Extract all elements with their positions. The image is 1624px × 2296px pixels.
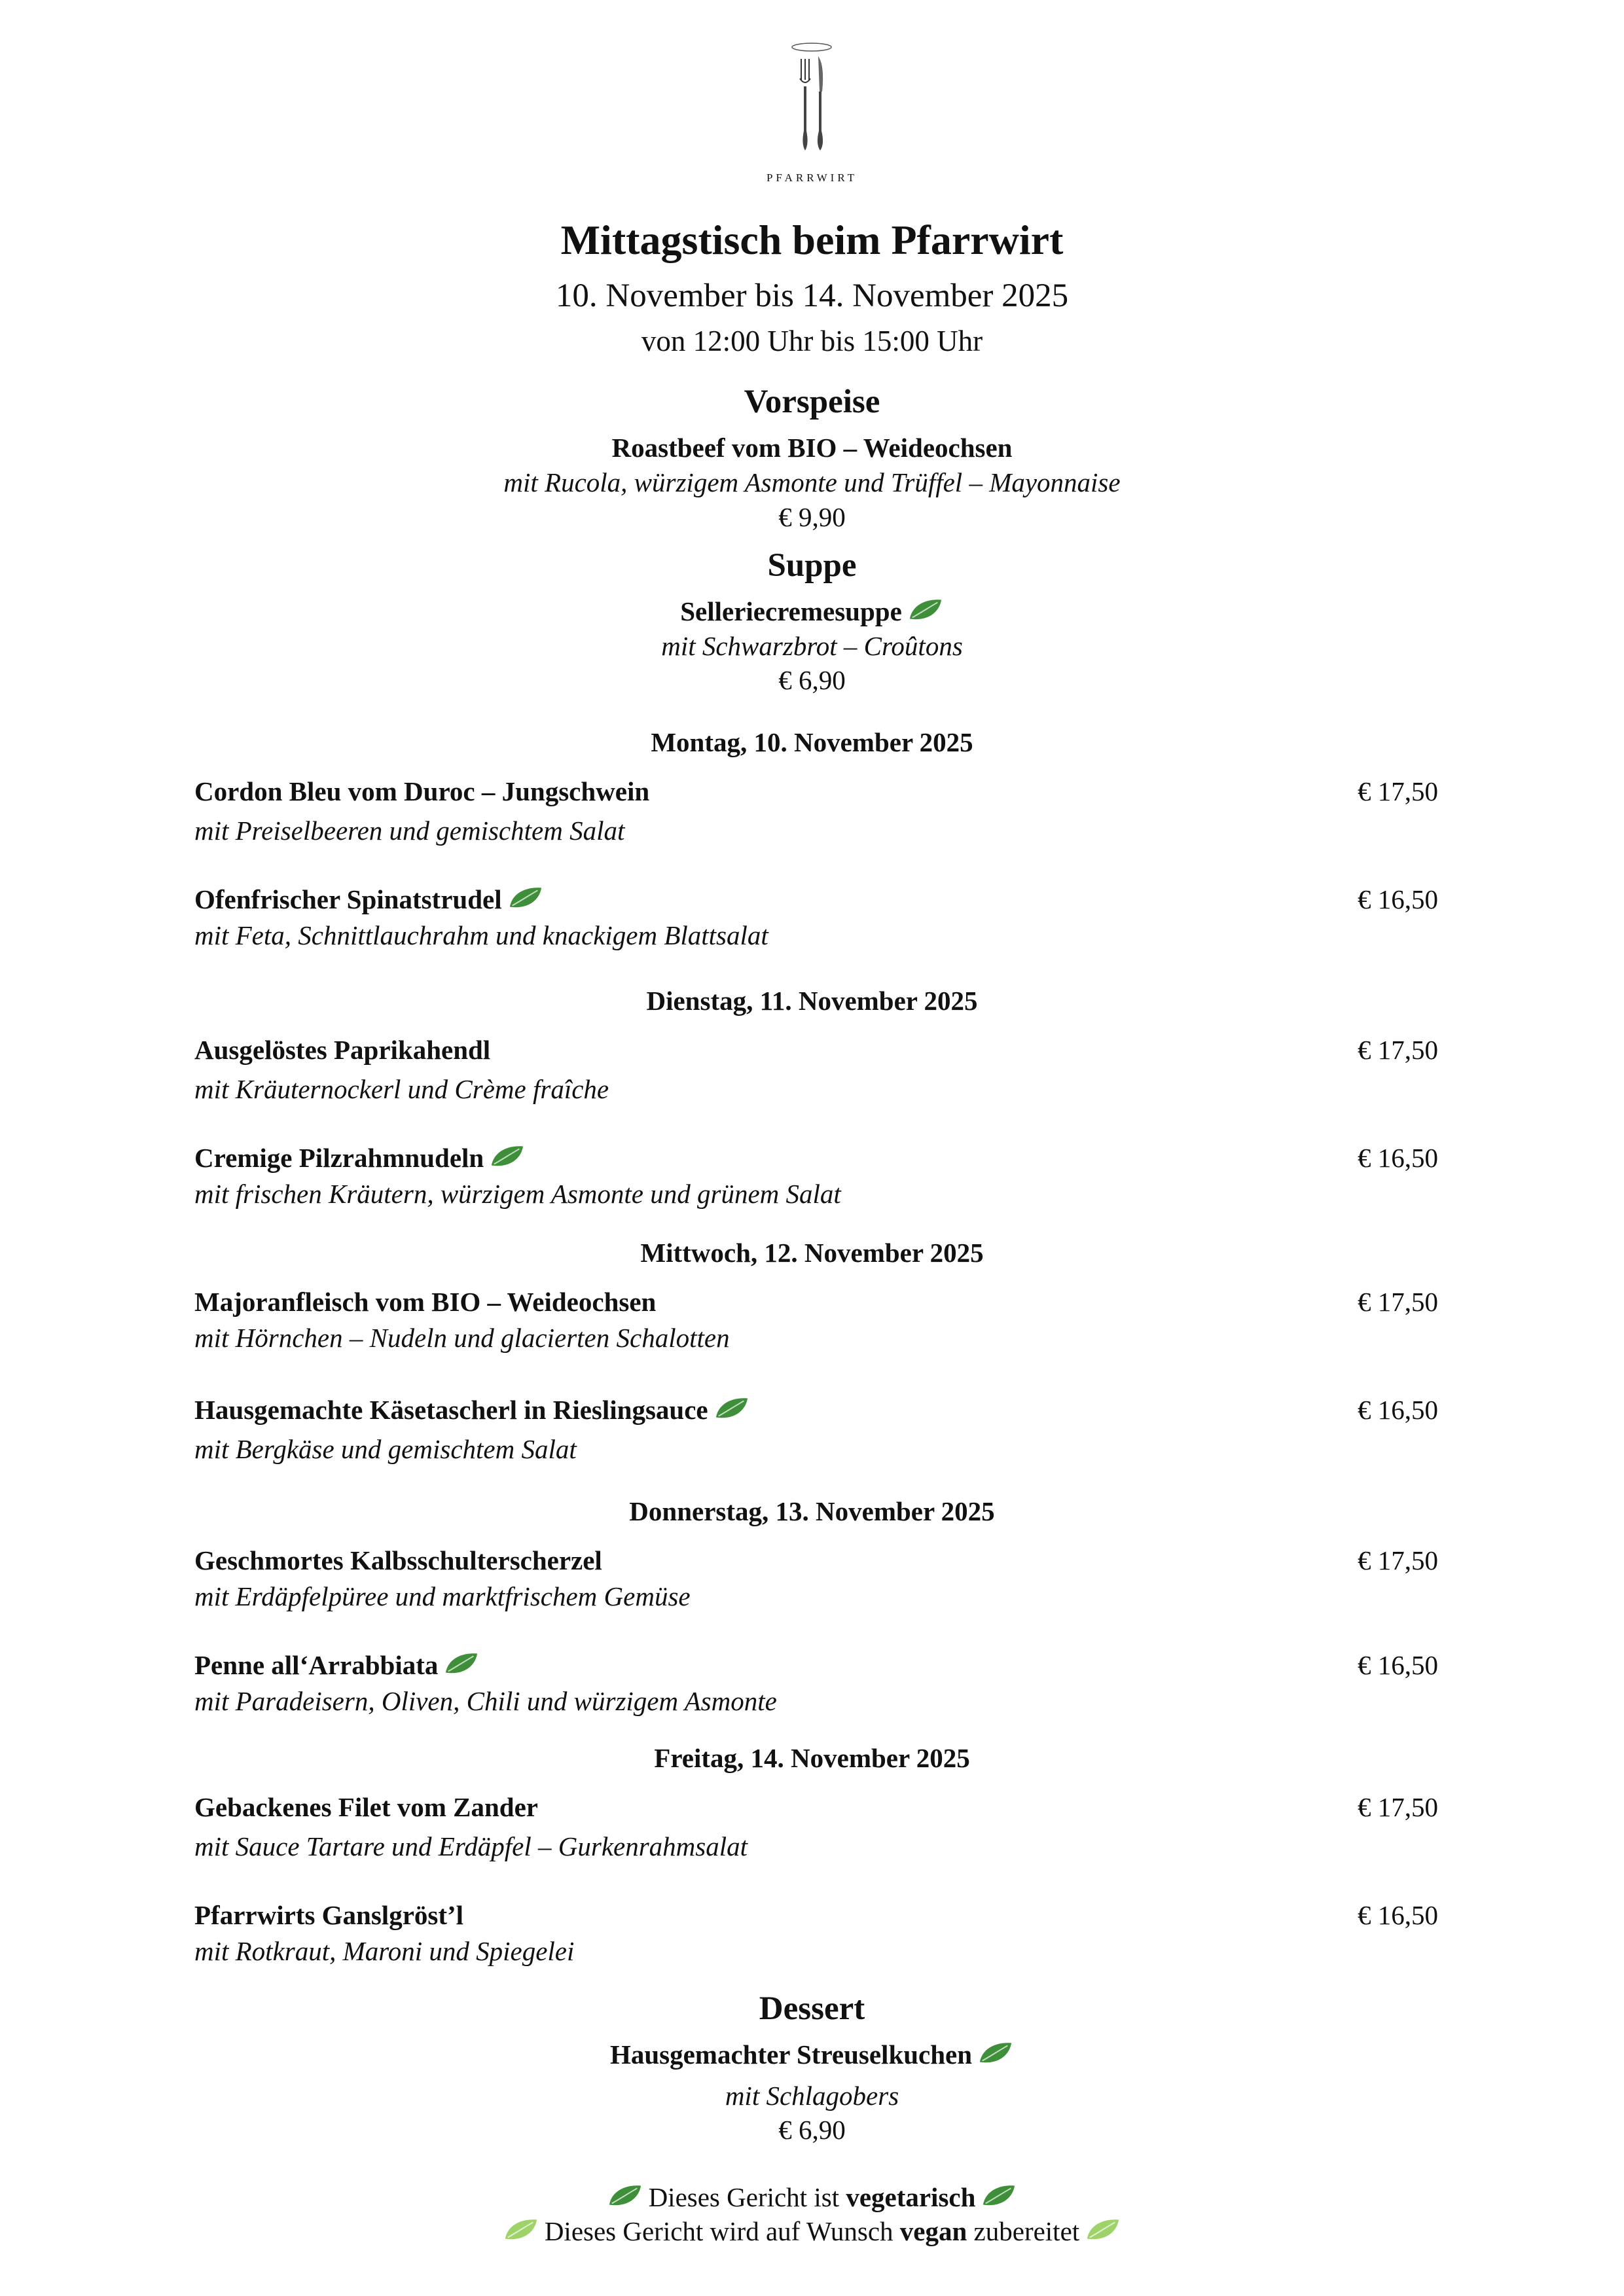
day-heading-thursday: Donnerstag, 13. November 2025 [629,1496,995,1526]
dish-name: Pfarrwirts Ganslgröst’l [194,1900,464,1930]
dish-price: € 16,50 [1358,1395,1438,1425]
day-heading-wednesday: Mittwoch, 12. November 2025 [640,1238,984,1268]
vegetarian-leaf-icon [489,1143,526,1170]
serving-hours: von 12:00 Uhr bis 15:00 Uhr [641,325,983,357]
dish-desc: mit Paradeisern, Oliven, Chili und würzigem Asmonte [194,1686,777,1716]
vegetarian-leaf-icon [713,1395,750,1422]
dish-row [194,884,1438,923]
dish-name: Majoranfleisch vom BIO – Weideochsen [194,1287,657,1317]
dish-row [194,1034,1438,1073]
dish-row [194,1394,1438,1433]
legend-veg-prefix: Dieses Gericht ist [648,2182,840,2212]
dish-desc: mit Bergkäse und gemischtem Salat [194,1434,577,1464]
suppe-desc: mit Schwarzbrot – Croûtons [661,631,963,661]
legend-veg-bold: vegetarisch [846,2182,976,2212]
vegetarian-leaf-icon [607,2183,643,2209]
dessert-line [0,2039,1624,2070]
dish-name: Gebackenes Filet vom Zander [194,1792,538,1822]
dessert-price: € 6,90 [778,2115,846,2145]
dish-row [194,1791,1438,1831]
vegetarian-leaf-icon [907,597,944,623]
legend-vegan-prefix: Dieses Gericht wird auf Wunsch [544,2216,893,2246]
dish-price: € 17,50 [1358,1035,1438,1065]
dish-desc: mit Rotkraut, Maroni und Spiegelei [194,1936,575,1966]
logo-text: PFARRWIRT [766,171,858,184]
day-heading-friday: Freitag, 14. November 2025 [654,1743,970,1773]
dish-row [194,776,1438,815]
dish-row [194,1899,1438,1939]
dish-desc: mit Feta, Schnittlauchrahm und knackigem Blattsalat [194,920,768,950]
dessert-desc: mit Schlagobers [725,2081,899,2111]
suppe-line [0,596,1624,627]
vorspeise-price: € 9,90 [778,502,846,532]
vegan-leaf-icon [503,2217,539,2243]
dessert-dish: Hausgemachter Streuselkuchen [609,2039,973,2070]
vegan-leaf-icon [1085,2217,1121,2243]
fork-knife-logo-icon [779,39,844,157]
suppe-price: € 6,90 [778,665,846,695]
dish-desc: mit Sauce Tartare und Erdäpfel – Gurkenrahmsalat [194,1831,748,1861]
dish-price: € 17,50 [1358,1792,1438,1822]
dish-price: € 16,50 [1358,1900,1438,1930]
legend-vegan-bold: vegan [899,2216,967,2246]
vorspeise-dish: Roastbeef vom BIO – Weideochsen [611,433,1013,463]
suppe-dish: Selleriecremesuppe [680,596,902,626]
legend-vegetarian [0,2181,1624,2213]
dish-price: € 17,50 [1358,776,1438,806]
dish-price: € 17,50 [1358,1545,1438,1575]
legend-vegan [0,2215,1624,2247]
dish-row [194,1545,1438,1584]
dish-desc: mit Preiselbeeren und gemischtem Salat [194,816,625,846]
dish-row [194,1649,1438,1689]
dish-price: € 16,50 [1358,1650,1438,1680]
dish-name: Geschmortes Kalbsschulterscherzel [194,1545,602,1575]
dish-name: Cremige Pilzrahmnudeln [194,1143,484,1173]
dish-price: € 16,50 [1358,884,1438,914]
dish-row [194,1142,1438,1181]
day-heading-monday: Montag, 10. November 2025 [651,727,973,757]
vegetarian-leaf-icon [443,1651,480,1677]
legend-vegan-suffix: zubereitet [973,2216,1080,2246]
date-range: 10. November bis 14. November 2025 [555,278,1069,314]
dish-price: € 16,50 [1358,1143,1438,1173]
vegetarian-leaf-icon [981,2183,1017,2209]
dish-price: € 17,50 [1358,1287,1438,1317]
dish-desc: mit Hörnchen – Nudeln und glacierten Schalotten [194,1323,730,1353]
dish-desc: mit Kräuternockerl und Crème fraîche [194,1074,609,1104]
vegetarian-leaf-icon [977,2040,1014,2066]
day-heading-tuesday: Dienstag, 11. November 2025 [646,986,978,1016]
dish-name: Hausgemachte Käsetascherl in Rieslingsauce [194,1395,708,1425]
dish-desc: mit frischen Kräutern, würzigem Asmonte und grünem Salat [194,1179,841,1209]
section-heading-vorspeise: Vorspeise [744,384,880,420]
section-heading-suppe: Suppe [767,547,857,584]
vorspeise-desc: mit Rucola, würzigem Asmonte und Trüffel – Mayonnaise [503,467,1121,497]
dish-desc: mit Erdäpfelpüree und marktfrischem Gemüse [194,1581,691,1611]
dish-row [194,1286,1438,1325]
dish-name: Ofenfrischer Spinatstrudel [194,884,502,914]
dish-name: Ausgelöstes Paprikahendl [194,1035,491,1065]
dish-name: Penne all‘Arrabbiata [194,1650,439,1680]
page-title: Mittagstisch beim Pfarrwirt [560,217,1064,263]
section-heading-dessert: Dessert [759,1990,865,2027]
vegetarian-leaf-icon [507,885,544,911]
dish-name: Cordon Bleu vom Duroc – Jungschwein [194,776,650,806]
